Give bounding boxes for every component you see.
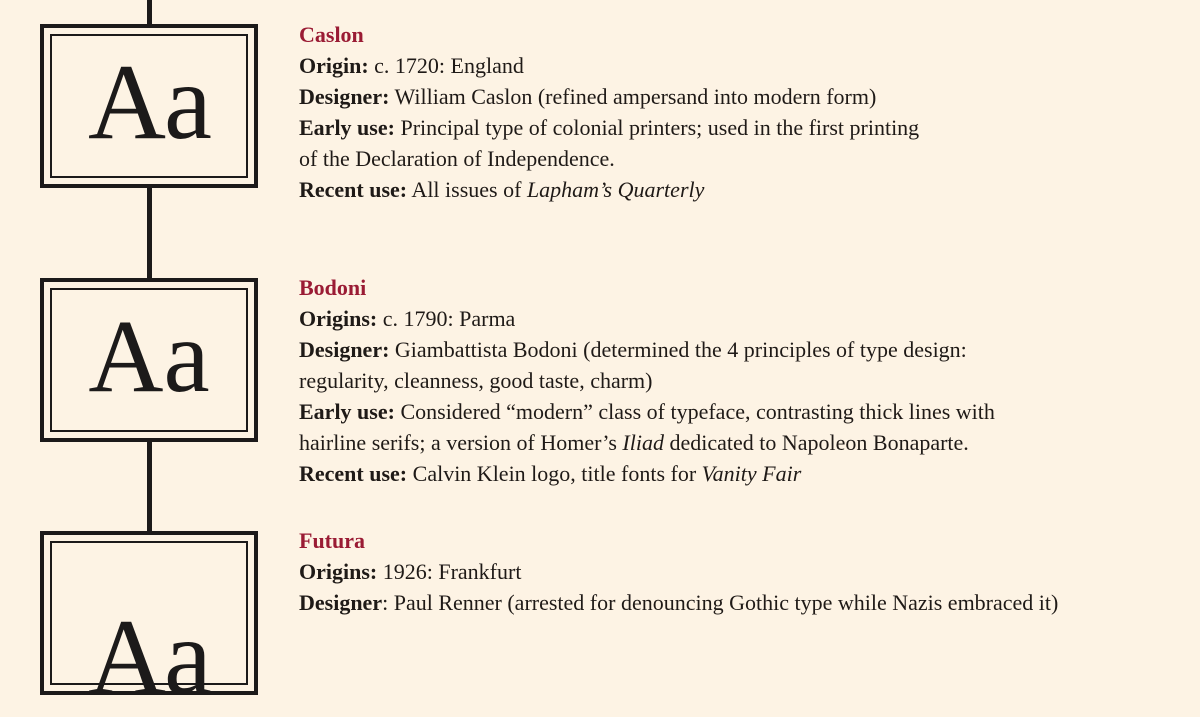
early-use-value: Principal type of colonial printers; used in the first printing [394,115,920,140]
origin-value: 1926: Frankfurt [377,559,522,584]
caslon-specimen-text: Aa [88,43,210,162]
bodoni-recent-use [299,458,1189,489]
recent-use-title: Lapham’s Quarterly [526,177,705,202]
designer-value: : Paul Renner (arrested for denouncing Gothic type while Nazis embraced it) [382,590,1059,615]
early-use-work-title: Iliad [622,430,664,455]
bodoni-specimen-frame [50,288,248,432]
caslon-early-use [299,112,1189,143]
early-use-label: Early use: [299,399,395,424]
bodoni-early-use [299,396,1189,427]
bodoni-entry [299,273,1189,489]
origin-value: c. 1720: England [368,53,524,78]
recent-use-label: Recent use: [299,177,408,202]
futura-designer [299,587,1189,618]
recent-use-title: Vanity Fair [701,461,802,486]
early-use-continued-text: hairline serifs; a version of Homer’s [299,430,623,455]
designer-label: Designer [299,590,383,615]
futura-specimen-text: Aa [88,598,210,717]
caslon-specimen-box [40,24,258,188]
recent-use-value: All issues of [407,177,527,202]
early-use-continued-end: dedicated to Napoleon Bonaparte. [663,430,969,455]
early-use-value: Considered “modern” class of typeface, contrasting thick lines with [394,399,995,424]
origin-value: c. 1790: Parma [377,306,516,331]
caslon-origin [299,50,1189,81]
origin-label: Origins: [299,306,378,331]
recent-use-value: Calvin Klein logo, title fonts for [407,461,702,486]
designer-value: Giambattista Bodoni (determined the 4 principles of type design: [389,337,967,362]
futura-specimen-frame [50,541,248,717]
caslon-designer [299,81,1189,112]
origin-label: Origins: [299,559,378,584]
caslon-early-use-continued: of the Declaration of Independence. [299,146,615,171]
bodoni-origin [299,303,1189,334]
futura-specimen-box [40,531,258,717]
caslon-title: Caslon [299,22,364,47]
bodoni-early-use-continued [299,427,1189,458]
recent-use-label: Recent use: [299,461,408,486]
futura-title: Futura [299,528,365,553]
designer-value: William Caslon (refined ampersand into modern form) [389,84,877,109]
futura-entry [299,526,1189,618]
bodoni-designer [299,334,1189,365]
caslon-specimen-frame [50,34,248,178]
bodoni-designer-continued: regularity, cleanness, good taste, charm) [299,368,653,393]
bodoni-specimen-box [40,278,258,442]
bodoni-title: Bodoni [299,275,367,300]
caslon-entry [299,20,1189,205]
early-use-label: Early use: [299,115,395,140]
futura-origin [299,556,1189,587]
origin-label: Origin: [299,53,369,78]
bodoni-specimen-text: Aa [88,299,210,414]
caslon-recent-use [299,174,1189,205]
designer-label: Designer: [299,337,390,362]
designer-label: Designer: [299,84,390,109]
